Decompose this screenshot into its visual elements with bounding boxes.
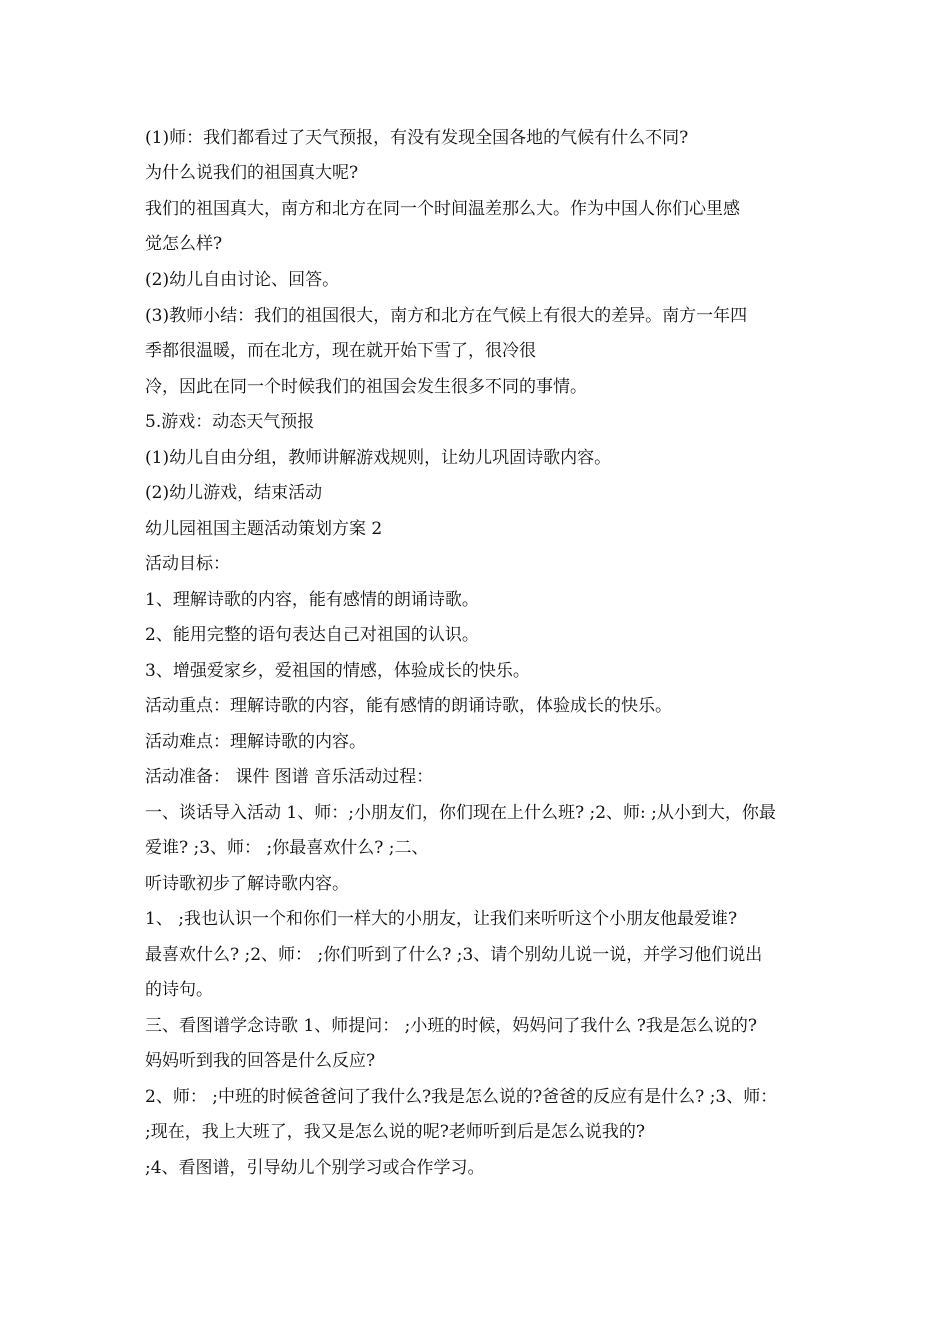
text-line: 2、能用完整的语句表达自己对祖国的认识。 [145,625,479,645]
text-line: 三、看图谱学念诗歌 1、师提问： ;小班的时候，妈妈问了我什么 ?我是怎么说的? [145,1016,757,1036]
text-line: 一、谈话导入活动 1、师：;小朋友们，你们现在上什么班? ;2、师: ;从小到大，你最 [145,803,776,823]
text-line: 的诗句。 [145,980,213,1000]
text-line: (3)教师小结：我们的祖国很大，南方和北方在气候上有很大的差异。南方一年四 [145,306,748,326]
text-line: 3、增强爱家乡，爱祖国的情感，体验成长的快乐。 [145,661,530,681]
section-heading: 幼儿园祖国主题活动策划方案 2 [145,519,383,539]
text-line: 为什么说我们的祖国真大呢? [145,163,359,183]
text-line: 5.游戏：动态天气预报 [145,412,315,432]
text-line: ;现在，我上大班了，我又是怎么说的呢?老师听到后是怎么说我的? [145,1122,645,1142]
text-line: (2)幼儿游戏，结束活动 [145,483,323,503]
text-line: ;4、看图谱，引导幼儿个别学习或合作学习。 [145,1158,485,1178]
text-line: 爱谁? ;3、师： ;你最喜欢什么? ;二、 [145,838,429,858]
text-line: 活动难点：理解诗歌的内容。 [145,732,366,752]
text-line: 冷，因此在同一个时候我们的祖国会发生很多不同的事情。 [145,377,587,397]
text-line: 1、 ;我也认识一个和你们一样大的小朋友，让我们来听听这个小朋友他最爱谁? [145,909,738,929]
text-line: 最喜欢什么? ;2、师： ;你们听到了什么? ;3、请个别幼儿说一说，并学习他们说出 [145,945,763,965]
text-line: 活动重点：理解诗歌的内容，能有感情的朗诵诗歌，体验成长的快乐。 [145,696,672,716]
text-line: 活动准备： 课件 图谱 音乐活动过程： [145,767,434,787]
text-line: 听诗歌初步了解诗歌内容。 [145,874,349,894]
text-line: 季都很温暖，而在北方，现在就开始下雪了，很冷很 [145,341,536,361]
text-line: 妈妈听到我的回答是什么反应? [145,1051,376,1071]
text-line: 我们的祖国真大，南方和北方在同一个时间温差那么大。作为中国人你们心里感 [145,199,740,219]
text-line: 觉怎么样? [145,234,223,254]
text-line: 1、理解诗歌的内容，能有感情的朗诵诗歌。 [145,590,479,610]
text-line: (1)师：我们都看过了天气预报，有没有发现全国各地的气候有什么不同? [145,128,689,148]
text-line: (1)幼儿自由分组，教师讲解游戏规则，让幼儿巩固诗歌内容。 [145,448,612,468]
text-line: 活动目标： [145,554,230,574]
text-line: 2、师： ;中班的时候爸爸问了我什么?我是怎么说的?爸爸的反应有是什么? ;3、师： [145,1087,778,1107]
text-line: (2)幼儿自由讨论、回答。 [145,270,340,290]
